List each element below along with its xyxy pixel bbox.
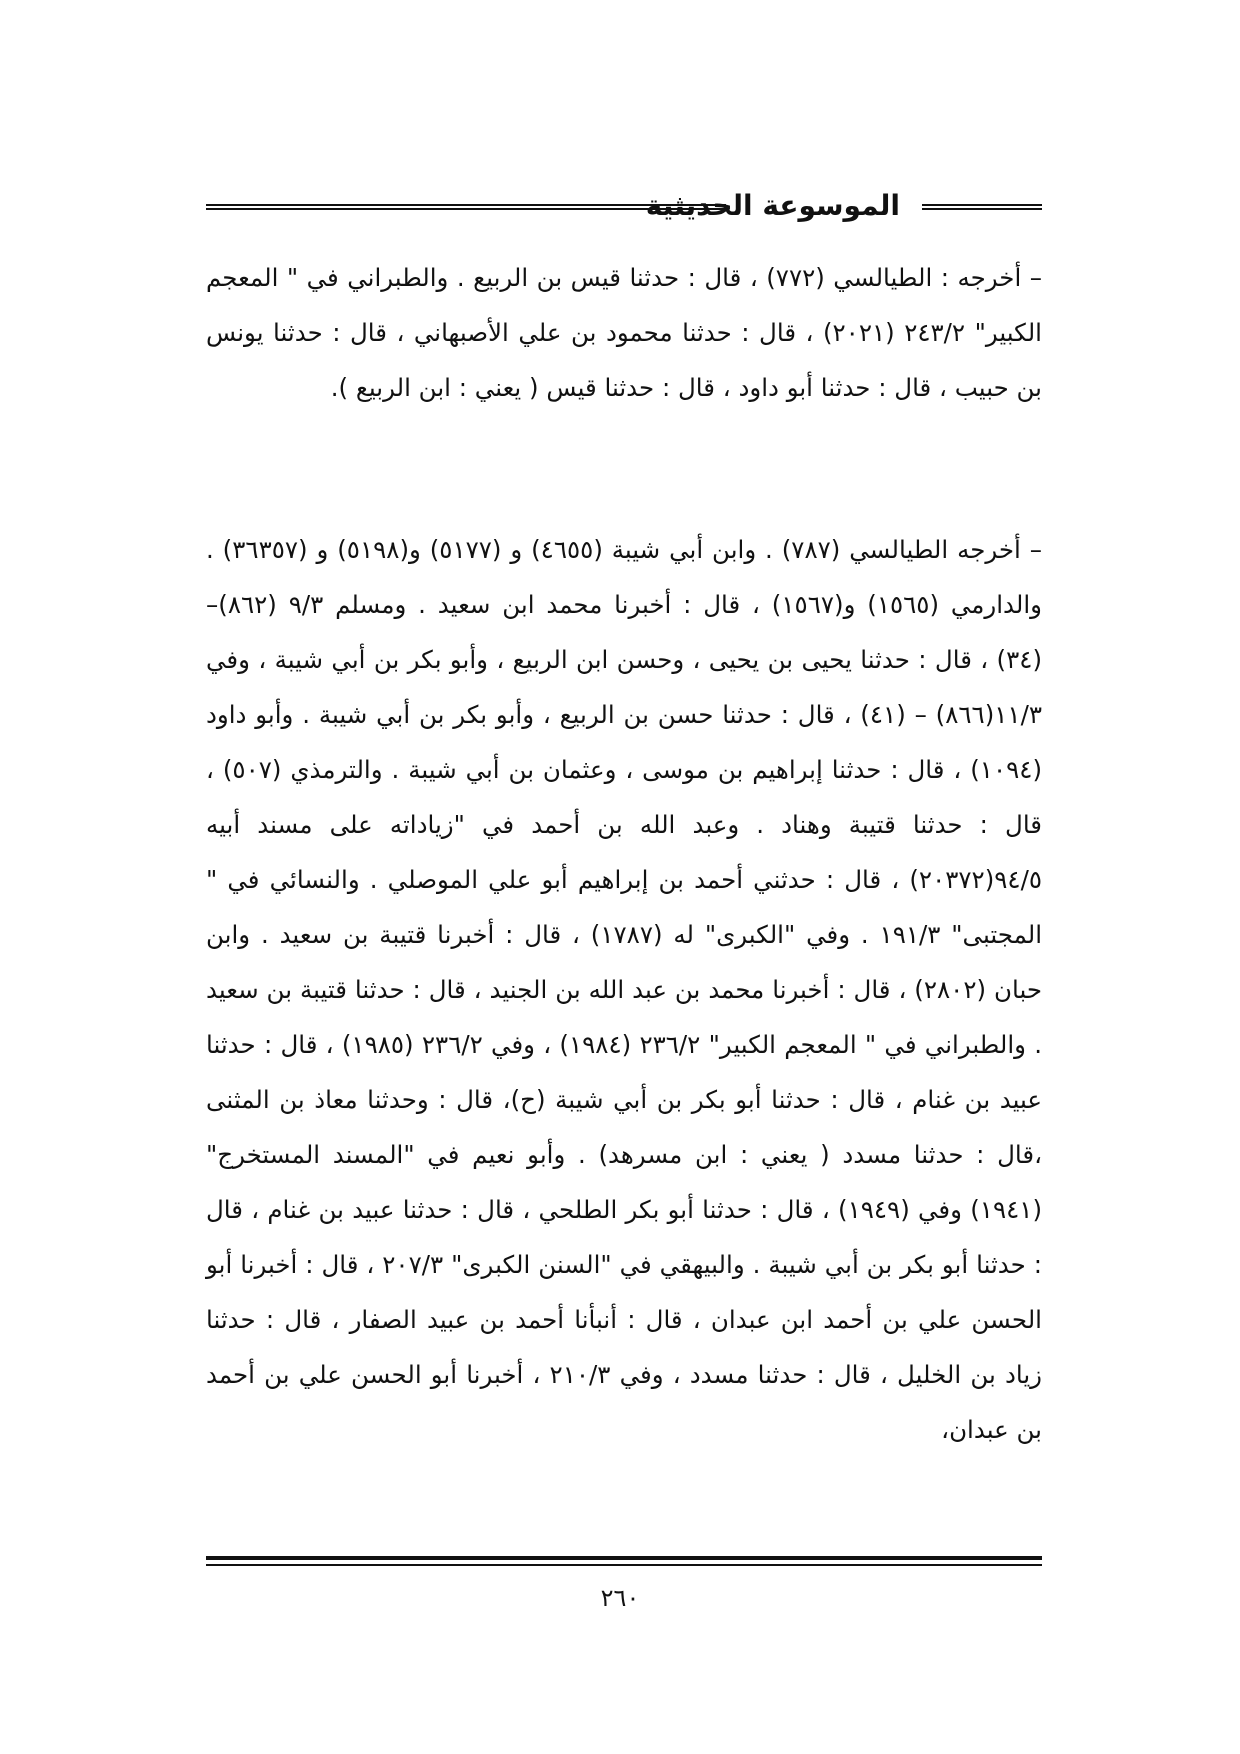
header-title: الموسوعة الحديثية <box>645 189 900 222</box>
paragraph-1 <box>206 250 1042 415</box>
header-rule-left <box>206 204 726 210</box>
page-number: ٢٦٠ <box>600 1584 640 1612</box>
header-rule-right <box>922 204 1042 210</box>
running-header <box>206 186 1042 226</box>
paragraph-2 <box>206 522 1042 1457</box>
paragraph-text: – أخرجه : الطيالسي (٧٧٢) ، قال : حدثنا قيس بن الربيع . والطبراني في " المعجم الكبير" ٢٤٣/٢ (٢٠٢١) ، قال : حدثنا محمود بن علي الأصبهاني ، قال : حدثنا يونس بن حبيب ، قال : حدثنا أبو داود ، قال : حدثنا قيس ( يعني : ابن الربيع ). <box>206 263 1042 402</box>
footer-rule <box>206 1556 1042 1566</box>
paragraph-text: – أخرجه الطيالسي (٧٨٧) . وابن أبي شيبة (٤٦٥٥) و (٥١٧٧) و(٥١٩٨) و (٣٦٣٥٧) . والدارمي (١٥٦٥) و(١٥٦٧) ، قال : أخبرنا محمد ابن سعيد . ومسلم ٩/٣ (٨٦٢)– (٣٤) ، قال : حدثنا يحيى بن يحيى ، وحسن ابن الربيع ، وأبو بكر بن أبي شيبة ، وفي ١١/٣(٨٦٦) – (٤١) ، قال : حدثنا حسن بن الربيع ، وأبو بكر بن أبي شيبة . وأبو داود (١٠٩٤) ، قال : حدثنا إبراهيم بن موسى ، وعثمان بن أبي شيبة . والترمذي (٥٠٧) ، قال : حدثنا قتيبة وهناد . وعبد الله بن أحمد في "زياداته على مسند أبيه ٩٤/٥(٢٠٣٧٢) ، قال : حدثني أحمد بن إبراهيم أبو علي الموصلي . والنسائي في " المجتبى" ١٩١/٣ . وفي "الكبرى" له (١٧٨٧) ، قال : أخبرنا قتيبة بن سعيد . وابن حبان (٢٨٠٢) ، قال : أخبرنا محمد بن عبد الله بن الجنيد ، قال : حدثنا قتيبة بن سعيد . والطبراني في " المعجم الكبير" ٢٣٦/٢ (١٩٨٤) ، وفي ٢٣٦/٢ (١٩٨٥) ، قال : حدثنا عبيد بن غنام ، قال : حدثنا أبو بكر بن أبي شيبة (ح)، قال : وحدثنا معاذ بن المثنى ،قال : حدثنا مسدد ( يعني : ابن مسرهد) . وأبو نعيم في "المسند المستخرج" (١٩٤١) وفي (١٩٤٩) ، قال : حدثنا أبو بكر الطلحي ، قال : حدثنا عبيد بن غنام ، قال : حدثنا أبو بكر بن أبي شيبة . والبيهقي في "السنن الكبرى" ٢٠٧/٣ ، قال : أخبرنا أبو الحسن علي بن أحمد ابن عبدان ، قال : أنبأنا أحمد بن عبيد الصفار ، قال : حدثنا زياد بن الخليل ، قال : حدثنا مسدد ، وفي ٢١٠/٣ ، أخبرنا أبو الحسن علي بن أحمد بن عبدان، <box>206 535 1042 1444</box>
